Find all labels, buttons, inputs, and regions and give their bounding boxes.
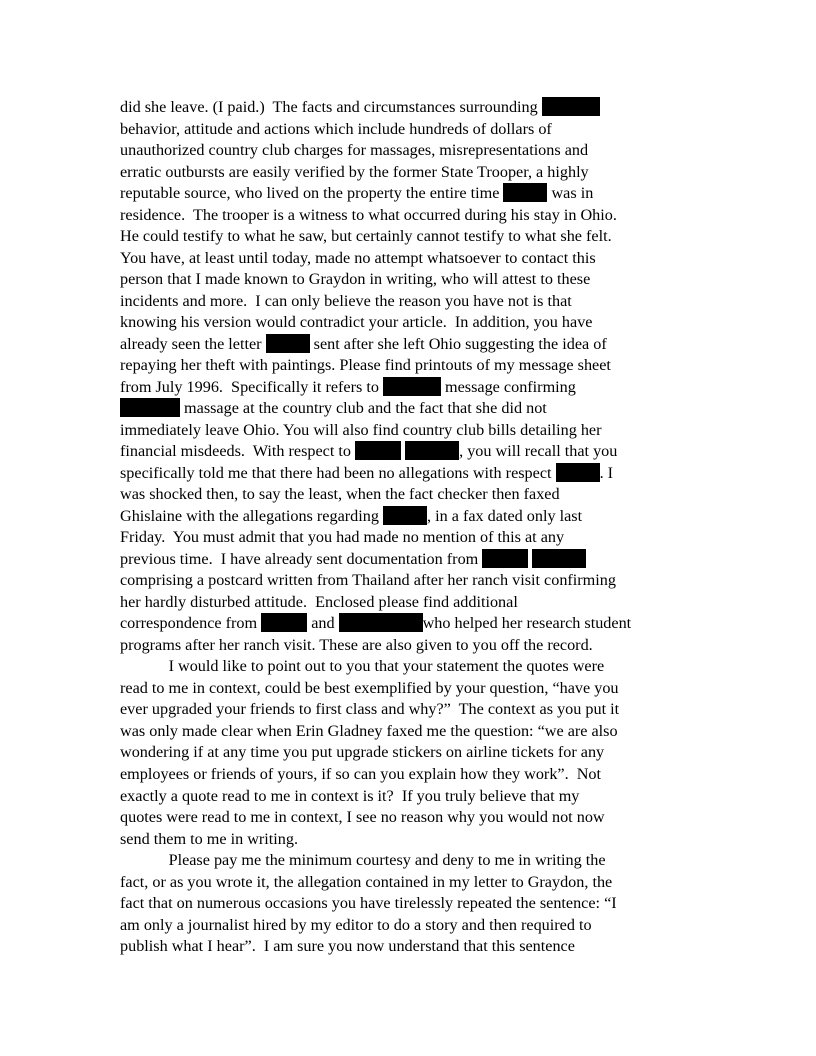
text-line	[120, 312, 710, 334]
text-segment: repaying her theft with paintings. Please find printouts of my message sheet	[120, 356, 611, 375]
text-segment: correspondence from	[120, 614, 262, 633]
text-line	[120, 506, 710, 528]
redaction-box	[266, 334, 310, 353]
text-segment: . I	[599, 463, 614, 482]
text-segment: already seen the letter	[120, 334, 266, 353]
text-line	[120, 463, 710, 485]
text-line	[120, 183, 710, 205]
redaction-box	[120, 398, 180, 417]
text-segment: reputable source, who lived on the property the entire time	[120, 184, 504, 203]
text-segment: He could testify to what he saw, but certainly cannot testify to what she felt.	[120, 227, 612, 246]
text-line	[120, 119, 710, 141]
text-line	[120, 527, 710, 549]
text-line	[120, 721, 710, 743]
text-line	[120, 269, 710, 291]
text-line	[120, 226, 710, 248]
text-line	[120, 441, 710, 463]
text-segment: am only a journalist hired by my editor to do a story and then required to	[120, 915, 592, 934]
text-segment: person that I made known to Graydon in writing, who will attest to these	[120, 270, 591, 289]
text-line	[120, 936, 710, 958]
text-line	[120, 140, 710, 162]
text-segment: , you will recall that you	[459, 442, 618, 461]
redaction-box	[542, 97, 600, 116]
text-segment: , in a fax dated only last	[426, 506, 583, 525]
redaction-box	[355, 441, 401, 460]
text-line	[120, 850, 710, 872]
text-segment: fact, or as you wrote it, the allegation contained in my letter to Graydon, the	[120, 872, 613, 891]
text-segment: quotes were read to me in context, I see no reason why you would not now	[120, 808, 605, 827]
text-segment: send them to me in writing.	[120, 829, 299, 848]
text-segment: who helped her research student	[422, 614, 632, 633]
text-segment: unauthorized country club charges for massages, misrepresentations and	[120, 141, 589, 160]
redaction-box	[482, 549, 528, 568]
text-segment: was only made clear when Erin Gladney faxed me the question: “we are also	[120, 721, 618, 740]
text-line	[120, 377, 710, 399]
text-line	[120, 893, 710, 915]
text-segment: message confirming	[440, 377, 576, 396]
text-line	[120, 742, 710, 764]
text-segment: Ghislaine with the allegations regarding	[120, 506, 383, 525]
text-line	[120, 786, 710, 808]
text-line	[120, 248, 710, 270]
text-line	[120, 398, 710, 420]
text-line	[120, 484, 710, 506]
redaction-box	[383, 506, 427, 525]
text-segment: was in	[547, 184, 594, 203]
text-segment: her hardly disturbed attitude. Enclosed please find additional	[120, 592, 518, 611]
text-line	[120, 635, 710, 657]
text-segment: Please pay me the minimum courtesy and deny to me in writing the	[120, 851, 606, 870]
text-segment: employees or friends of yours, if so can you explain how they work”. Not	[120, 764, 602, 783]
text-segment: comprising a postcard written from Thailand after her ranch visit confirming	[120, 571, 616, 590]
text-segment: residence. The trooper is a witness to what occurred during his stay in Ohio.	[120, 205, 617, 224]
text-segment: programs after her ranch visit. These are also given to you off the record.	[120, 635, 593, 654]
text-segment: specifically told me that there had been no allegations with respect	[120, 463, 556, 482]
text-segment: financial misdeeds. With respect to	[120, 442, 356, 461]
text-line	[120, 570, 710, 592]
text-segment: wondering if at any time you put upgrade stickers on airline tickets for any	[120, 743, 605, 762]
text-segment: Friday. You must admit that you had made no mention of this at any	[120, 528, 565, 547]
text-line	[120, 291, 710, 313]
text-line	[120, 678, 710, 700]
text-segment: fact that on numerous occasions you have tirelessly repeated the sentence: “I	[120, 894, 617, 913]
text-segment: ever upgraded your friends to first class and why?” The context as you put it	[120, 700, 620, 719]
text-line	[120, 915, 710, 937]
text-segment: previous time. I have already sent documentation from	[120, 549, 483, 568]
text-segment: immediately leave Ohio. You will also find country club bills detailing her	[120, 420, 602, 439]
text-segment: erratic outbursts are easily verified by the former State Trooper, a highly	[120, 162, 589, 181]
text-line	[120, 764, 710, 786]
letter-body	[120, 97, 710, 958]
text-line	[120, 807, 710, 829]
text-segment: and	[307, 614, 339, 633]
text-segment: incidents and more. I can only believe the reason you have not is that	[120, 291, 572, 310]
redaction-box	[405, 441, 459, 460]
text-segment: did she leave. (I paid.) The facts and circumstances surrounding	[120, 98, 542, 116]
text-line	[120, 656, 710, 678]
text-line	[120, 355, 710, 377]
text-segment: knowing his version would contradict your article. In addition, you have	[120, 313, 593, 332]
text-segment: sent after she left Ohio suggesting the idea of	[309, 334, 607, 353]
text-segment: behavior, attitude and actions which include hundreds of dollars of	[120, 119, 552, 138]
text-line	[120, 205, 710, 227]
redaction-box	[339, 613, 423, 632]
text-line	[120, 699, 710, 721]
text-line	[120, 613, 710, 635]
text-segment: You have, at least until today, made no attempt whatsoever to contact this	[120, 248, 596, 267]
redaction-box	[532, 549, 586, 568]
text-line	[120, 334, 710, 356]
text-line	[120, 549, 710, 571]
text-segment: massage at the country club and the fact that she did not	[180, 399, 547, 418]
text-line	[120, 592, 710, 614]
text-line	[120, 872, 710, 894]
redaction-box	[383, 377, 441, 396]
text-line	[120, 97, 710, 119]
text-segment: publish what I hear”. I am sure you now understand that this sentence	[120, 937, 575, 956]
text-line	[120, 162, 710, 184]
text-line	[120, 420, 710, 442]
text-segment: exactly a quote read to me in context is it? If you truly believe that my	[120, 786, 580, 805]
text-segment: read to me in context, could be best exemplified by your question, “have you	[120, 678, 619, 697]
text-segment: I would like to point out to you that your statement the quotes were	[120, 657, 605, 676]
redaction-box	[261, 613, 307, 632]
text-line	[120, 829, 710, 851]
text-segment: was shocked then, to say the least, when the fact checker then faxed	[120, 485, 560, 504]
redaction-box	[503, 183, 547, 202]
redaction-box	[556, 463, 600, 482]
text-segment: from July 1996. Specifically it refers to	[120, 377, 383, 396]
